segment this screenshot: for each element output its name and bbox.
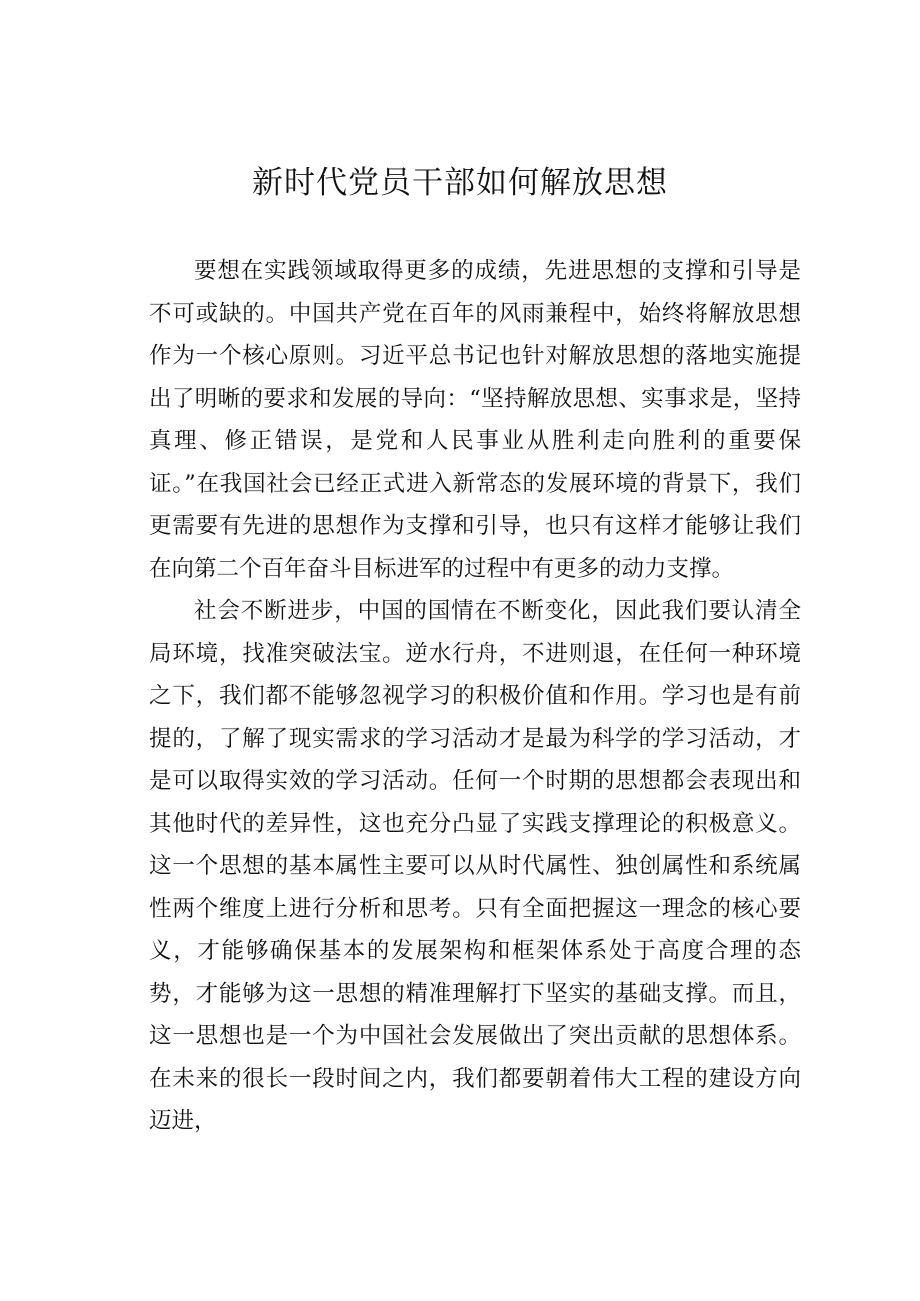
paragraph-1: 要想在实践领域取得更多的成绩，先进思想的支撑和引导是不可或缺的。中国共产党在百年的风雨兼程中，始终将解放思想作为一个核心原则。习近平总书记也针对解放思想的落地实施提出了明晰的要求和发展的导向：“坚持解放思想、实事求是，坚持真理、修正错误，是党和人民事业从胜利走向胜利的重要保证。”在我国社会已经正式进入新常态的发展环境的背景下，我们更需要有先进的思想作为支撑和引导，也只有这样才能够让我们在向第二个百年奋斗目标进军的过程中有更多的动力支撑。 — [149, 258, 801, 582]
document-body — [149, 250, 801, 1143]
document-title: 新时代党员干部如何解放思想 — [252, 165, 668, 201]
paragraph-2: 社会不断进步，中国的国情在不断变化，因此我们要认清全局环境，找准突破法宝。逆水行舟，不进则退，在任何一种环境之下，我们都不能够忽视学习的积极价值和作用。学习也是有前提的，了解了现实需求的学习活动才是最为科学的学习活动，才是可以取得实效的学习活动。任何一个时期的思想都会表现出和其他时代的差异性，这也充分凸显了实践支撑理论的积极意义。这一个思想的基本属性主要可以从时代属性、独创属性和系统属性两个维度上进行分析和思考。只有全面把握这一理念的核心要义，才能够确保基本的发展架构和框架体系处于高度合理的态势，才能够为这一思想的精准理解打下坚实的基础支撑。而且，这一思想也是一个为中国社会发展做出了突出贡献的思想体系。在未来的很长一段时间之内，我们都要朝着伟大工程的建设方向迈进， — [149, 598, 801, 1134]
